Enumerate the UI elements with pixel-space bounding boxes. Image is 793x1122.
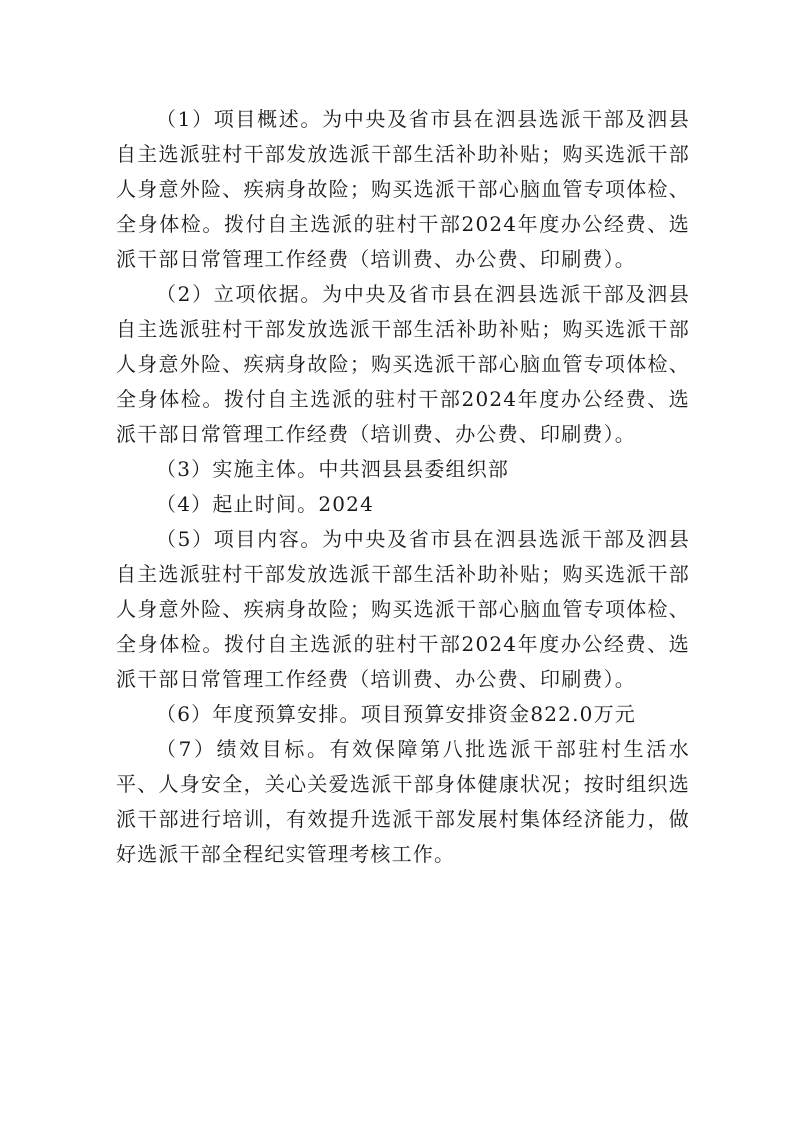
paragraph-performance-goals: （7）绩效目标。有效保障第八批选派干部驻村生活水平、人身安全，关心关爱选派干部身体健康状况；按时组织选派干部进行培训，有效提升选派干部发展村集体经济能力，做好选派干部全程纪实管理考核工作。 [116, 737, 690, 866]
document-body [116, 102, 690, 872]
paragraph-implementing-body: （3）实施主体。中共泗县县委组织部 [156, 457, 510, 481]
paragraph-annual-budget: （6）年度预算安排。项目预算安排资金822.0万元 [156, 702, 636, 726]
paragraph-project-overview: （1）项目概述。为中央及省市县在泗县选派干部及泗县自主选派驻村干部发放选派干部生活补助补贴；购买选派干部人身意外险、疾病身故险；购买选派干部心脑血管专项体检、全身体检。拨付自主选派的驻村干部2024年度办公经费、选派干部日常管理工作经费（培训费、办公费、印刷费）。 [116, 107, 690, 271]
paragraph-project-basis: （2）立项依据。为中央及省市县在泗县选派干部及泗县自主选派驻村干部发放选派干部生活补助补贴；购买选派干部人身意外险、疾病身故险；购买选派干部心脑血管专项体检、全身体检。拨付自主选派的驻村干部2024年度办公经费、选派干部日常管理工作经费（培训费、办公费、印刷费）。 [116, 282, 690, 446]
paragraph-project-period: （4）起止时间。2024 [156, 492, 375, 516]
paragraph-project-content: （5）项目内容。为中央及省市县在泗县选派干部及泗县自主选派驻村干部发放选派干部生活补助补贴；购买选派干部人身意外险、疾病身故险；购买选派干部心脑血管专项体检、全身体检。拨付自主选派的驻村干部2024年度办公经费、选派干部日常管理工作经费（培训费、办公费、印刷费）。 [116, 527, 690, 691]
